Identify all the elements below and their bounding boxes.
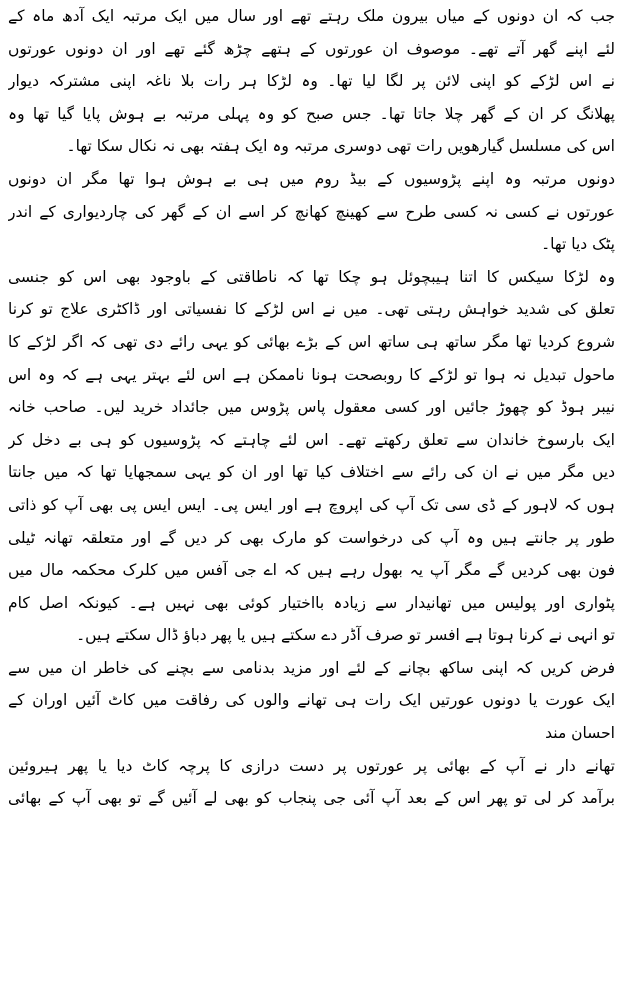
text-line: دونوں مرتبہ وہ اپنے پڑوسیوں کے بیڈ روم میں ہی بے ہوش ہوا تھا مگر ان دونوں (8, 169, 615, 188)
text-line: طور پر جانتے ہیں وہ آپ کی درخواست کو مارک بھی کر دیں گے اور متعلقہ تھانہ ٹیلی (8, 528, 615, 547)
text-line: ہوں کہ لاہور کے ڈی سی تک آپ کی اپروچ ہے اور ایس پی۔ ایس ایس پی بھی آپ کو ذاتی (8, 495, 615, 514)
text-line: نیبر ہوڈ کو چھوڑ جائیں اور کسی معقول پاس پڑوس میں جائداد خرید لیں۔ صاحب خانہ (8, 398, 615, 417)
text-line: فون بھی کردیں گے مگر آپ یہ بھول رہے ہیں کہ اے جی آفس میں کلرک محکمہ مال میں (8, 561, 615, 580)
text-line: پٹواری اور پولیس میں تھانیدار سے زیادہ بااختیار کوئی بھی نہیں ہے۔ کیونکہ اصل کام (8, 593, 615, 612)
text-line: شروع کردیا تھا مگر ساتھ ہی ساتھ اس کے بڑے بھائی کو یہی رائے دی تھی کہ اگر لڑکے کا (8, 332, 615, 351)
text-line: احسان مند (545, 724, 615, 743)
text-line: وہ لڑکا سیکس کا اتنا ہیبچوئل ہو چکا تھا کہ ناطاقتی کے باوجود بھی اس کو جنسی (8, 267, 615, 286)
text-line: جب کہ ان دونوں کے میاں بیرون ملک رہتے تھے اور سال میں ایک مرتبہ ایک آدھ ماہ کے (8, 7, 615, 25)
text-line: برآمد کر لی تو پھر اس کے بعد آپ آئی جی پنجاب کو بھی لے آئیں گے تو بھی آپ کے بھائی (8, 789, 615, 808)
text-line: تعلق کی شدید خواہش رہتی تھی۔ میں نے اس لڑکے کا نفسیاتی اور ڈاکٹری علاج تو کرنا (8, 300, 615, 319)
text-line: ایک بارسوخ خاندان سے تعلق رکھتے تھے۔ اس لئے چاہتے کہ پڑوسیوں کو ہی بے دخل کر (8, 430, 615, 449)
text-line: تو انہی نے کرنا ہوتا ہے افسر تو صرف آڈر دے سکتے ہیں یا پھر دباؤ ڈال سکتے ہیں۔ (76, 626, 615, 645)
text-line: فرض کریں کہ اپنی ساکھ بچانے کے لئے اور مزید بدنامی سے بچنے کی خاطر ان میں سے (8, 658, 615, 677)
text-line: لئے اپنے گھر آتے تھے۔ موصوف ان عورتوں کے ہتھے چڑھ گئے تھے اور ان دونوں عورتوں (8, 39, 615, 58)
text-line: نے اس لڑکے کو اپنی لائن پر لگا لیا تھا۔ وہ لڑکا ہر رات بلا ناغہ اپنی مشترکہ دیوار (8, 72, 615, 91)
text-line: پٹک دیا تھا۔ (541, 235, 615, 254)
text-line: ایک عورت یا دونوں عورتیں ایک رات ہی تھانے والوں کی رفاقت میں کاٹ آئیں اوران کے (8, 691, 615, 710)
urdu-text-body (8, 0, 615, 815)
text-line: ماحول تبدیل نہ ہوا تو لڑکے کا روبصحت ہونا ناممکن ہے اس لئے بہتر یہی ہے کہ وہ اس (8, 365, 615, 384)
text-line: پھلانگ کر ان کے گھر چلا جاتا تھا۔ جس صبح کو وہ پہلی مرتبہ بے ہوش پایا گیا تھا وہ (8, 104, 615, 123)
text-line: تھانے دار نے آپ کے بھائی پر عورتوں پر دست درازی کا پرچہ کاٹ دیا یا پھر ہیروئین (8, 756, 615, 775)
text-line: اس کی مسلسل گیارھویں رات تھی دوسری مرتبہ وہ ایک ہفتہ بھی نہ نکال سکا تھا۔ (66, 137, 615, 156)
text-line: دیں مگر میں نے ان کی رائے سے اختلاف کیا تھا اور ان کو یہی سمجھایا تھا کہ میں جانتا (8, 463, 615, 482)
text-line: عورتوں نے کسی نہ کسی طرح سے کھینچ کھانچ کر اسے ان کے گھر کی چاردیواری کے اندر (8, 202, 615, 221)
